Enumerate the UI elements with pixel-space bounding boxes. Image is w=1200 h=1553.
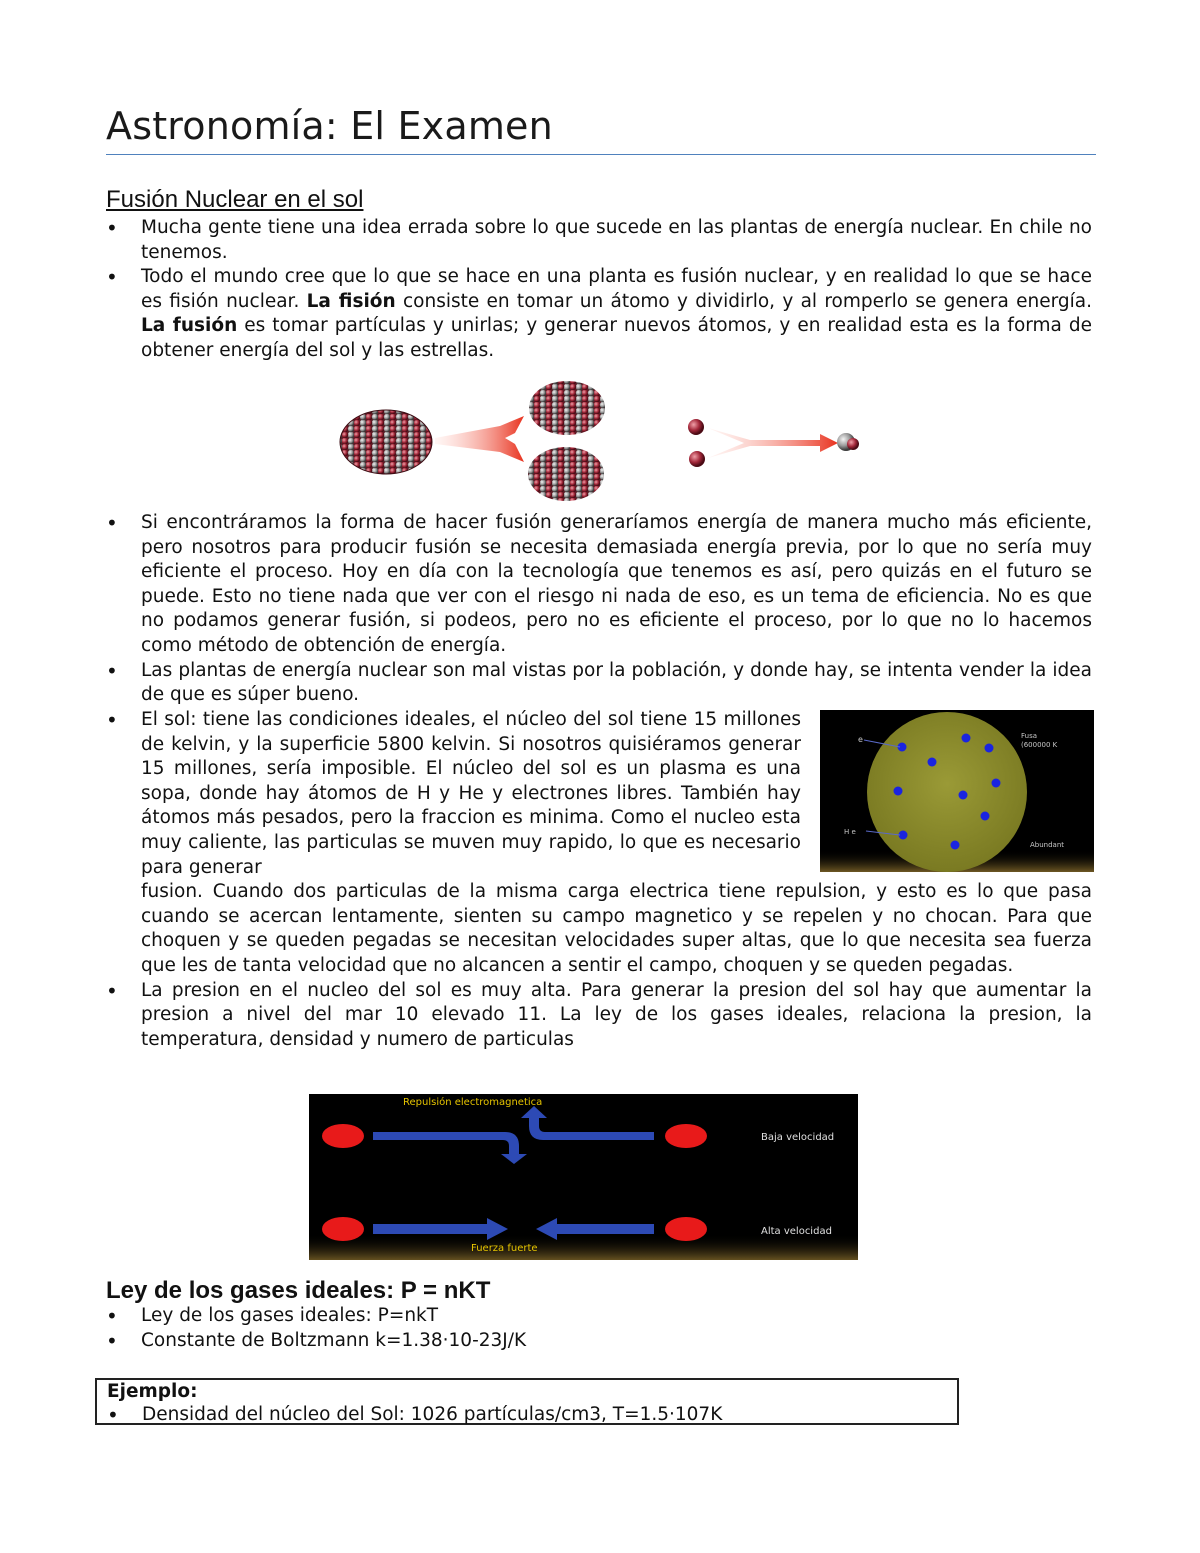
repulsion-svg <box>309 1094 858 1260</box>
proton-right-fast <box>665 1217 707 1241</box>
list-item: • Las plantas de energía nuclear son mal vistas por la población, y donde hay, se intenta vender la idea de que es súper bueno. <box>106 659 1092 708</box>
label-low-speed: Baja velocidad <box>761 1132 835 1143</box>
proton-left-slow <box>322 1124 364 1148</box>
fusion-list-bottom <box>106 708 1092 1052</box>
section-heading-gas-law: Ley de los gases ideales: P = nKT <box>106 1277 491 1304</box>
proton-right-slow <box>665 1124 707 1148</box>
text-run: Todo el mundo cree que lo que se hace en una planta es fusión nuclear, y en realidad lo que se hace es fisión nuclear. <box>141 266 1092 312</box>
deflect-arrow-right <box>521 1106 654 1140</box>
text-run: es tomar partículas y unirlas; y generar nuevos átomos, y en realidad esta es la forma de obtener energía del sol y las estrellas. <box>141 315 1092 361</box>
fusion-list-middle <box>106 511 1092 708</box>
list-item: • La presion en el nucleo del sol es muy alta. Para generar la presion del sol hay que aumentar la presion a nivel del mar 10 elevado 11. La ley de los gases ideales, relaciona la presion, la temperatura, densidad y numero de particulas <box>106 979 1092 1053</box>
proton-left-fast <box>322 1217 364 1241</box>
fusion-list-top <box>106 216 1092 364</box>
gas-law-list <box>106 1304 1092 1353</box>
sun-label-helium: H e <box>844 828 856 836</box>
label-repulsion: Repulsión electromagnetica <box>403 1097 543 1108</box>
repulsion-figure <box>309 1094 858 1260</box>
small-particle-top <box>688 419 704 435</box>
sun-label-abundant: Abundant <box>1030 841 1065 849</box>
large-nucleus <box>340 410 432 474</box>
fragment-nucleus-bottom <box>528 447 604 501</box>
list-item: • Si encontráramos la forma de hacer fusión generaríamos energía de manera mucho más eficiente, pero nosotros para producir fusión se necesita demasiada energía previa, por lo que no sería muy eficiente el proceso. Hoy en día con la tecnología que tenemos es así, pero quizás en el futuro se puede. Esto no tiene nada que ver con el riesgo ni nada de eso, es un tema de eficiencia. No es que no podamos generar fusión, si podeos, pero no es eficiente el proceso, por lo que no lo hacemos como método de obtención de energía. <box>106 511 1092 659</box>
deflect-arrow-left <box>373 1132 527 1164</box>
fission-fusion-illustration <box>330 378 870 508</box>
small-particle-bottom <box>689 451 705 467</box>
list-item: • Mucha gente tiene una idea errada sobre lo que sucede en las plantas de energía nuclear. En chile no tenemos. <box>106 216 1092 265</box>
fusion-arrow <box>708 428 838 458</box>
list-item: • Ley de los gases ideales: P=nkT <box>106 1304 1092 1329</box>
section-heading-fusion: Fusión Nuclear en el sol <box>106 186 364 213</box>
list-item: • Constante de Boltzmann k=1.38·10-23J/K <box>106 1329 1092 1354</box>
label-high-speed: Alta velocidad <box>761 1226 832 1237</box>
sun-label-fusion-2: (600000 K <box>1021 741 1058 749</box>
sun-label-electron: e <box>858 735 863 744</box>
fragment-nucleus-top <box>529 381 605 435</box>
title-underline <box>106 154 1096 155</box>
sun-label-fusion-1: Fusa <box>1021 732 1038 740</box>
list-item <box>106 708 1092 979</box>
example-box <box>95 1378 959 1425</box>
text-block-narrow: • El sol: tiene las condiciones ideales, el núcleo del sol tiene 15 millones de kelvin, y la superficie 5800 kelvin. Si nosotros quisiéramos generar 15 millones, sería imposible. El núcleo del sol es un plasma es una sopa, donde hay átomos de H y He y electrones libres. También hay átomos más pesados, pero la fraccion es minima. Como el nucleo esta muy caliente, las particulas se muven muy rapido, lo que es necesario para generar <box>141 709 801 878</box>
list-item <box>106 265 1092 363</box>
bold-term-fision: La fisión <box>306 290 396 312</box>
fused-nucleus <box>837 433 859 451</box>
text-block-wide: fusion. Cuando dos particulas de la misma carga electrica tiene repulsion, y esto es lo que pasa cuando se acercan lentamente, sienten su campo magnetico y se repelen y no chocan. Para que choquen y se queden pegadas se necesitan velocidades super altas, que lo que necesita sea fuerza que les de tanta velocidad que no alcancen a sentir el campo, choquen y se queden pegadas. <box>141 881 1092 976</box>
example-title: Ejemplo: <box>107 1381 198 1402</box>
page-title: Astronomía: El Examen <box>106 104 553 148</box>
bold-term-fusion: La fusión <box>141 315 238 337</box>
split-arrow <box>435 416 524 462</box>
text-run: consiste en tomar un átomo y dividirlo, y al romperlo se genera energía. <box>395 290 1092 312</box>
label-strong-force: Fuerza fuerte <box>471 1243 538 1254</box>
example-item: • Densidad del núcleo del Sol: 1026 partículas/cm3, T=1.5·107K <box>107 1404 722 1425</box>
